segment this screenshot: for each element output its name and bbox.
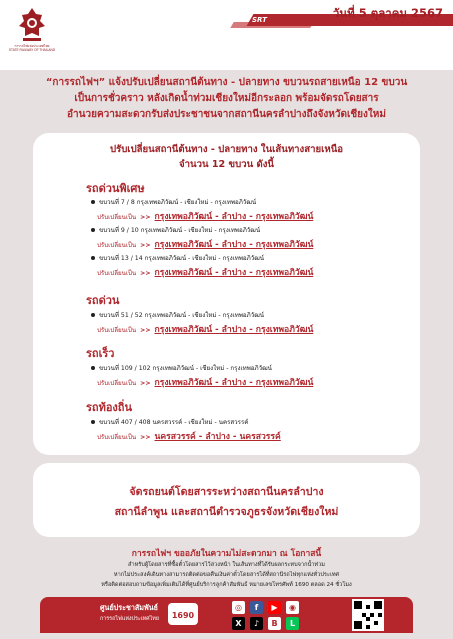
card-title <box>33 142 420 172</box>
route-change: ปรับเปลี่ยนเป็น >> กรุงเทพอภิวัฒน์ - ลำปาง - กรุงเทพอภิวัฒน์ <box>97 240 314 250</box>
new-route: กรุงเทพอภิวัฒน์ - ลำปาง - กรุงเทพอภิวัฒน์ <box>154 240 314 250</box>
line-icon[interactable]: L <box>286 617 299 630</box>
route-change: ปรับเปลี่ยนเป็น >> นครสวรรค์ - ลำปาง - นครสวรรค์ <box>97 432 281 442</box>
srt-tag: SRT <box>252 16 267 24</box>
logo-text-en: STATE RAILWAY OF THAILAND <box>8 48 56 52</box>
pr-center-subtitle: การรถไฟแห่งประเทศไทย <box>100 616 159 622</box>
schedule-card <box>33 133 420 455</box>
x-icon[interactable]: X <box>232 617 245 630</box>
qr-code-icon <box>354 601 382 629</box>
website-icon[interactable]: ◎ <box>232 601 245 614</box>
route-change: ปรับเปลี่ยนเป็น >> กรุงเทพอภิวัฒน์ - ลำปาง - กรุงเทพอภิวัฒน์ <box>97 212 314 222</box>
hotline-badge[interactable] <box>168 603 198 625</box>
date: วันที่ 5 ตุลาคม 2567 <box>332 6 443 20</box>
train-row: ขบวนที่ 9 / 10 กรุงเทพอภิวัฒน์ - เชียงใหม่ - กรุงเทพอภิวัฒน์ <box>91 225 260 235</box>
new-route: กรุงเทพอภิวัฒน์ - ลำปาง - กรุงเทพอภิวัฒน์ <box>154 378 314 388</box>
qr-code[interactable] <box>352 599 384 631</box>
route-change: ปรับเปลี่ยนเป็น >> กรุงเทพอภิวัฒน์ - ลำปาง - กรุงเทพอภิวัฒน์ <box>97 268 314 278</box>
bus-line-2: สถานีลำพูน และสถานีตำรวจภูธรจังหวัดเชียงใหม่ <box>114 506 339 518</box>
info-line-3: หรือติดต่อสอบถามข้อมูลเพิ่มเติมได้ที่ศูนย์บริการลูกค้าสัมพันธ์ หมายเลขโทรศัพท์ 1690 ตลอด 24 ชั่วโมง <box>101 582 352 588</box>
intro-line-1: “การรถไฟฯ” แจ้งปรับเปลี่ยนสถานีต้นทาง - ปลายทาง ขบวนรถสายเหนือ 12 ขบวน <box>45 77 408 88</box>
new-route: นครสวรรค์ - ลำปาง - นครสวรรค์ <box>154 432 281 442</box>
section-title: รถด่วนพิเศษ <box>86 182 145 195</box>
card-title-line-1: ปรับเปลี่ยนสถานีต้นทาง - ปลายทาง ในเส้นทางสายเหนือ <box>109 144 344 155</box>
youtube-icon[interactable]: ▶ <box>268 601 281 614</box>
new-route: กรุงเทพอภิวัฒน์ - ลำปาง - กรุงเทพอภิวัฒน์ <box>154 325 314 335</box>
header <box>0 0 453 70</box>
train-row: ขบวนที่ 109 / 102 กรุงเทพอภิวัฒน์ - เชียงใหม่ - กรุงเทพอภิวัฒน์ <box>91 363 272 373</box>
train-row: ขบวนที่ 7 / 8 กรุงเทพอภิวัฒน์ - เชียงใหม่ - กรุงเทพอภิวัฒน์ <box>91 197 256 207</box>
info-line-1: สำหรับผู้โดยสารที่ซื้อตั๋วโดยสารไว้ล่วงหน้า ในเส้นทางที่ได้รับผลกระทบจากน้ำท่วม <box>128 562 325 568</box>
instagram-icon[interactable]: ◉ <box>286 601 299 614</box>
card-title-line-2: จำนวน 12 ขบวน ดังนี้ <box>179 159 274 170</box>
facebook-icon[interactable]: f <box>250 601 263 614</box>
tiktok-icon[interactable]: ♪ <box>250 617 263 630</box>
new-route: กรุงเทพอภิวัฒน์ - ลำปาง - กรุงเทพอภิวัฒน์ <box>154 212 314 222</box>
hotline-number: 1690 <box>171 611 195 620</box>
section-title: รถท้องถิ่น <box>86 401 132 414</box>
blockdit-icon[interactable]: B <box>268 617 281 630</box>
info-line-2: หากไม่ประสงค์เดินทางสามารถติดต่อขอคืนเงินค่าตั๋วโดยสารได้ที่สถานีรถไฟทุกแห่งทั่วประเทศ <box>113 572 340 578</box>
section-title: รถด่วน <box>86 294 120 307</box>
srt-logo <box>8 6 56 60</box>
intro-line-2: เป็นการชั่วคราว หลังเกิดน้ำท่วมเชียงใหม่อีกระลอก พร้อมจัดรถโดยสาร <box>74 93 379 104</box>
route-change: ปรับเปลี่ยนเป็น >> กรุงเทพอภิวัฒน์ - ลำปาง - กรุงเทพอภิวัฒน์ <box>97 378 314 388</box>
train-row: ขบวนที่ 13 / 14 กรุงเทพอภิวัฒน์ - เชียงใหม่ - กรุงเทพอภิวัฒน์ <box>91 253 264 263</box>
bus-service-card <box>33 463 420 537</box>
intro-line-3: อำนวยความสะดวกรับส่งประชาชนจากสถานีนครลำปางถึงจังหวัดเชียงใหม่ <box>67 109 386 120</box>
train-row: ขบวนที่ 51 / 52 กรุงเทพอภิวัฒน์ - เชียงใหม่ - กรุงเทพอภิวัฒน์ <box>91 310 264 320</box>
apology-text: การรถไฟฯ ขออภัยในความไม่สะดวกมา ณ โอกาสนี้ <box>131 549 322 559</box>
bus-line-1: จัดรถยนต์โดยสารระหว่างสถานีนครลำปาง <box>129 486 324 498</box>
srt-emblem-icon <box>15 6 49 44</box>
route-change: ปรับเปลี่ยนเป็น >> กรุงเทพอภิวัฒน์ - ลำปาง - กรุงเทพอภิวัฒน์ <box>97 325 314 335</box>
section-title: รถเร็ว <box>86 347 115 360</box>
new-route: กรุงเทพอภิวัฒน์ - ลำปาง - กรุงเทพอภิวัฒน์ <box>154 268 314 278</box>
logo-text-th: การรถไฟแห่งประเทศไทย <box>14 44 50 48</box>
intro <box>10 75 443 123</box>
train-row: ขบวนที่ 407 / 408 นครสวรรค์ - เชียงใหม่ - นครสวรรค์ <box>91 417 248 427</box>
pr-center-title: ศูนย์ประชาสัมพันธ์ <box>100 603 159 612</box>
